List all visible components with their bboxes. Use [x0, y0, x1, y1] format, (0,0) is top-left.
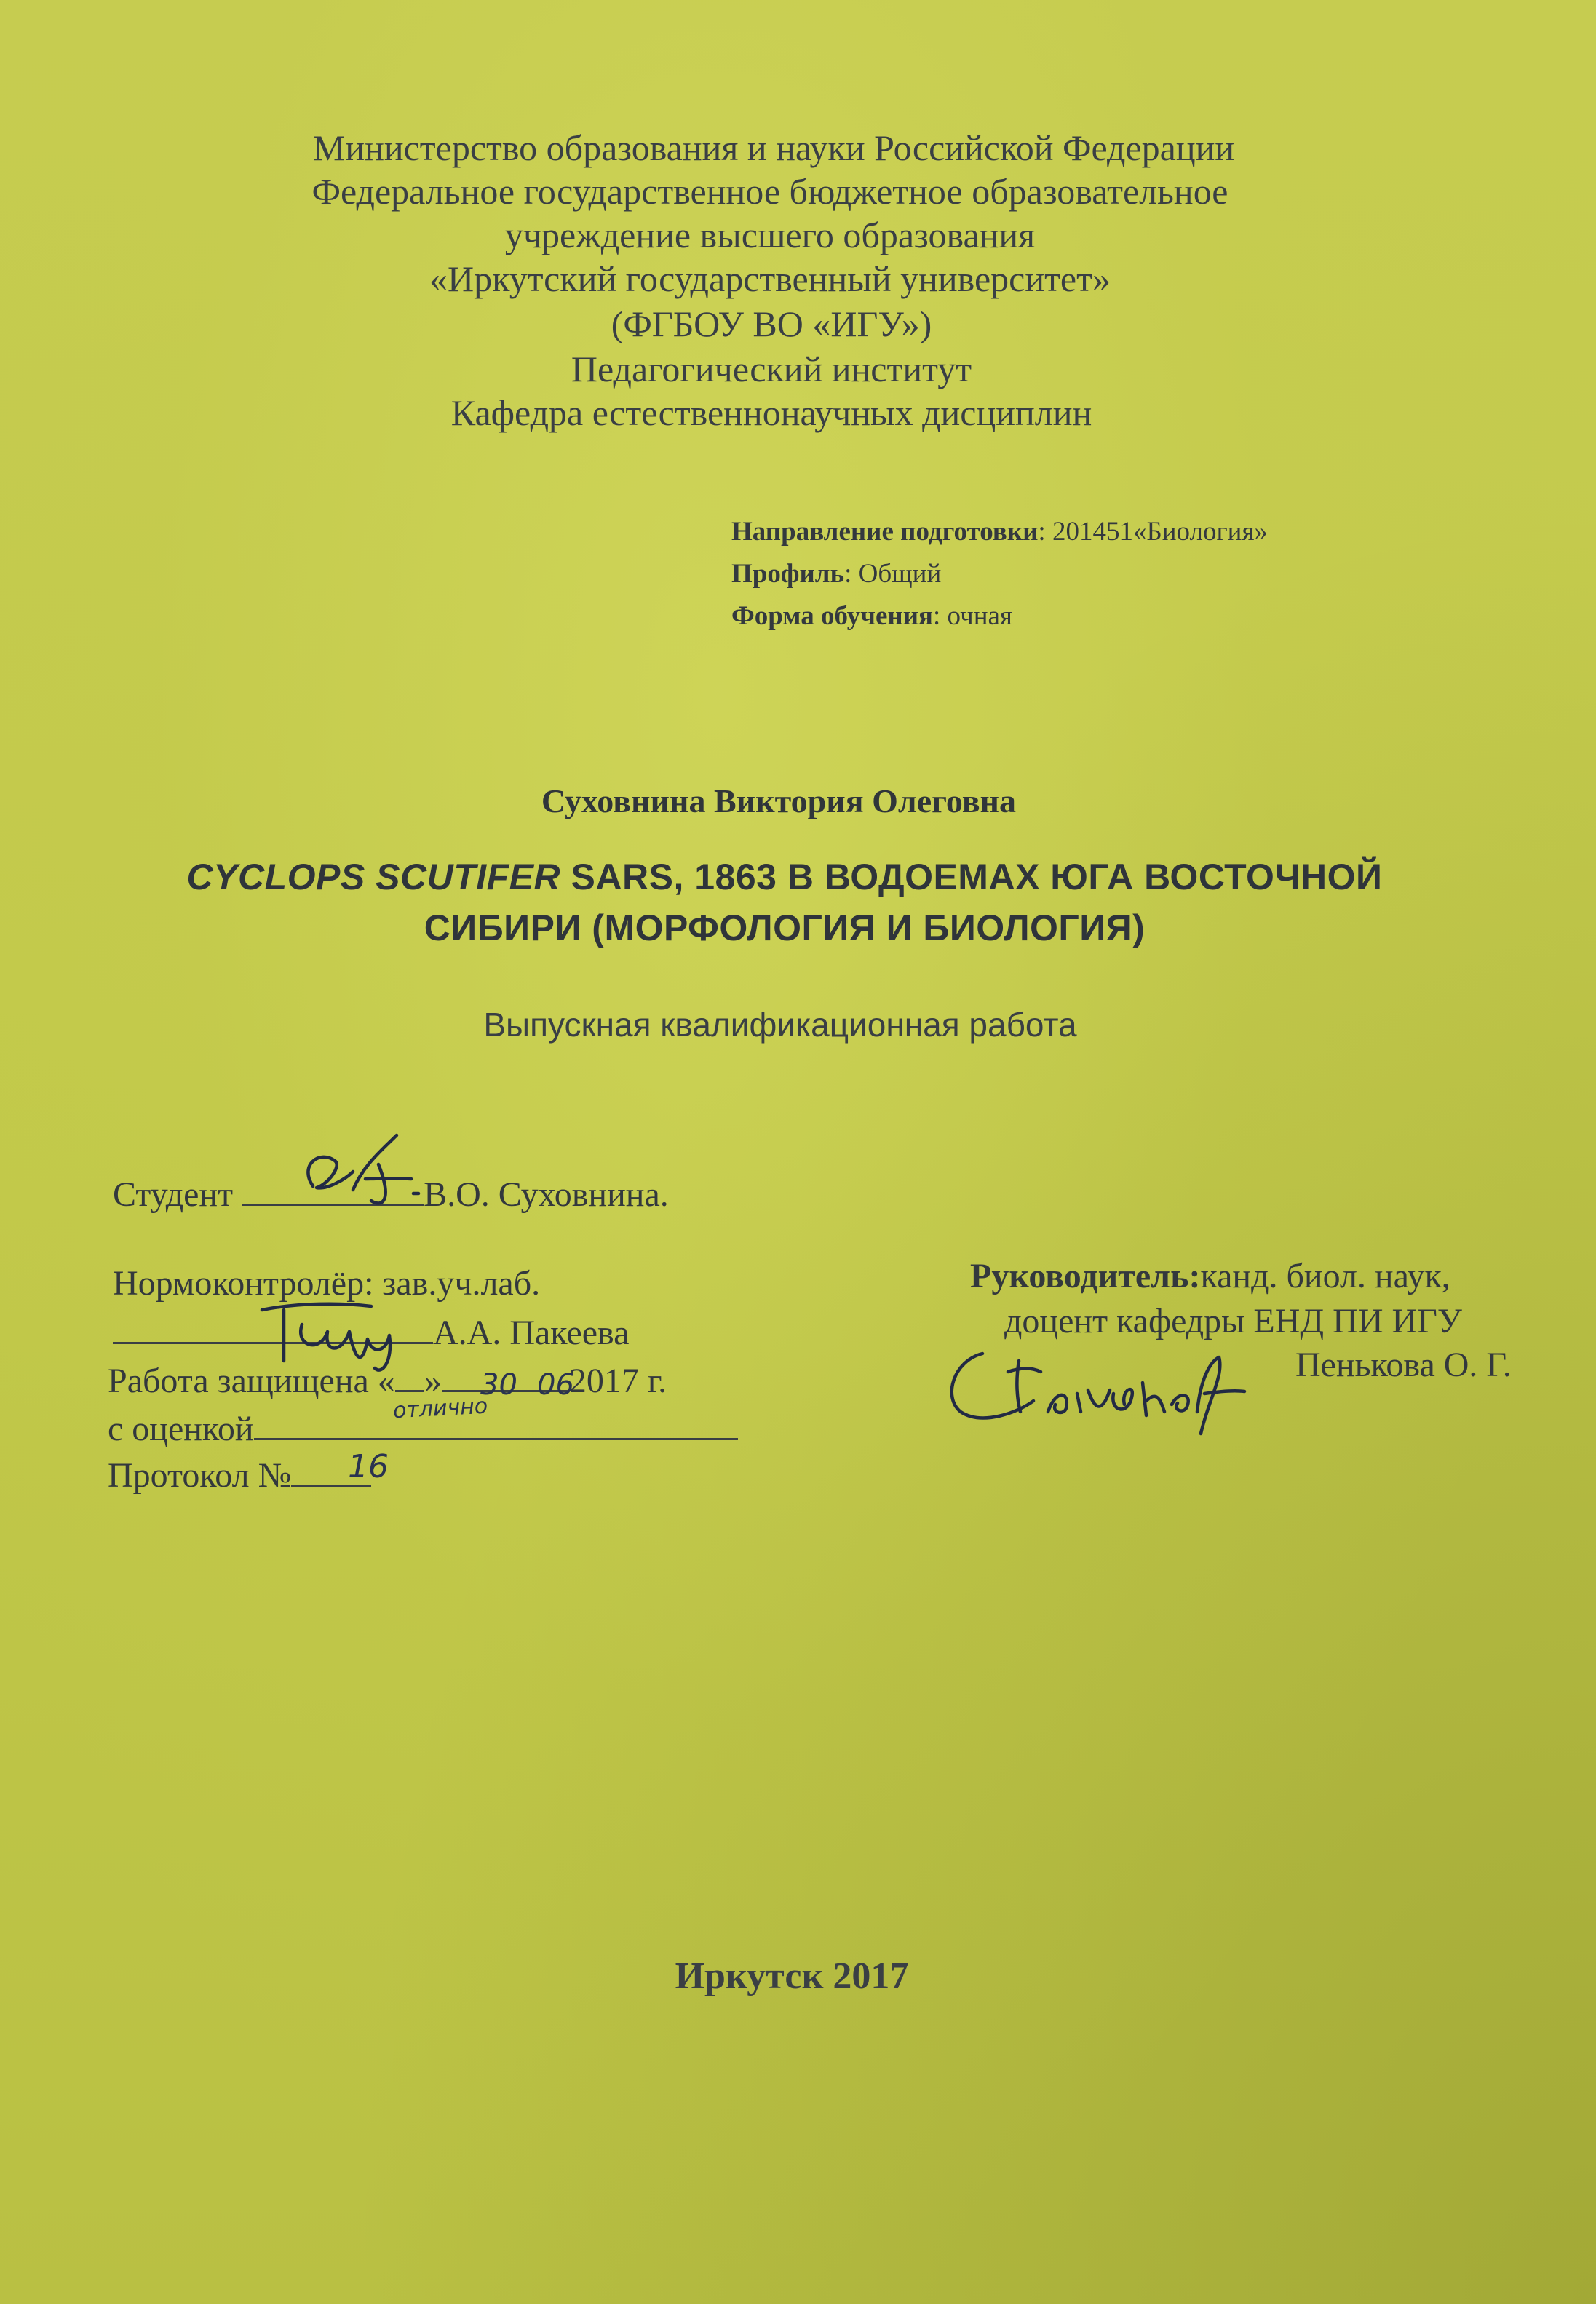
- study-form-label: Форма обучения: [731, 601, 934, 631]
- direction-label: Направление подготовки: [731, 517, 1039, 547]
- norm-control-signature: [240, 1281, 429, 1375]
- institution-line-2: учреждение высшего образования: [504, 215, 1036, 255]
- thesis-title-line-2: СИБИРИ (МОРФОЛОГИЯ И БИОЛОГИЯ): [424, 907, 1146, 948]
- supervisor-line-1: [970, 1259, 1450, 1294]
- author-name: Суховнина Виктория Олеговна: [541, 782, 1017, 819]
- profile-label: Профиль: [731, 559, 845, 589]
- direction-value: : 201451«Биология»: [1038, 517, 1268, 547]
- handwritten-protocol-number: 16: [348, 1448, 389, 1485]
- species-name: CYCLOPS SCUTIFER: [186, 857, 561, 897]
- grade-signature-line: [254, 1412, 738, 1440]
- student-signature: [284, 1121, 458, 1223]
- supervisor-label: Руководитель:: [970, 1257, 1201, 1295]
- protocol-line: [108, 1458, 371, 1493]
- city-year: Иркутск 2017: [675, 1955, 909, 1997]
- profile-value: : Общий: [844, 559, 942, 589]
- direction-line: [731, 518, 1268, 545]
- institute-name: Педагогический институт: [571, 349, 972, 389]
- defense-label: Работа защищена «: [108, 1362, 395, 1400]
- handwritten-defense-month: 06: [537, 1368, 574, 1402]
- protocol-label: Протокол №: [108, 1456, 292, 1495]
- profile-line: [731, 560, 941, 587]
- supervisor-position: доцент кафедры ЕНД ПИ ИГУ: [1004, 1302, 1462, 1340]
- handwritten-defense-day: 30: [480, 1368, 517, 1402]
- supervisor-signature: [939, 1332, 1281, 1448]
- university-abbreviation: (ФГБОУ ВО «ИГУ»): [611, 303, 932, 344]
- institution-line-1: Федеральное государственное бюджетное образовательное: [311, 171, 1228, 212]
- supervisor-name: Пенькова О. Г.: [1295, 1346, 1512, 1384]
- grade-label: с оценкой: [108, 1410, 254, 1448]
- department-name: Кафедра естественнонаучных дисциплин: [450, 392, 1092, 433]
- university-name: «Иркутский государственный университет»: [429, 258, 1111, 299]
- work-type: Выпускная квалификационная работа: [483, 1006, 1077, 1044]
- norm-control-name: А.А. Пакеева: [433, 1314, 630, 1352]
- handwritten-grade: отлично: [392, 1393, 489, 1424]
- supervisor-degree: канд. биол. наук,: [1200, 1257, 1450, 1295]
- study-form-value: : очная: [933, 601, 1012, 631]
- defense-year: 2017 г.: [568, 1362, 667, 1400]
- thesis-title-line-1: [187, 859, 1383, 895]
- norm-control-label: Нормоконтролёр: зав.уч.лаб.: [113, 1264, 541, 1303]
- defense-quote: »: [424, 1362, 442, 1400]
- student-name: В.О. Суховнина.: [424, 1175, 669, 1214]
- study-form-line: [731, 603, 1012, 629]
- thesis-title-rest: SARS, 1863 В ВОДОЕМАХ ЮГА ВОСТОЧНОЙ: [560, 857, 1383, 897]
- ministry-line: Министерство образования и науки Российской Федерации: [312, 127, 1235, 168]
- student-label: Студент: [113, 1175, 234, 1214]
